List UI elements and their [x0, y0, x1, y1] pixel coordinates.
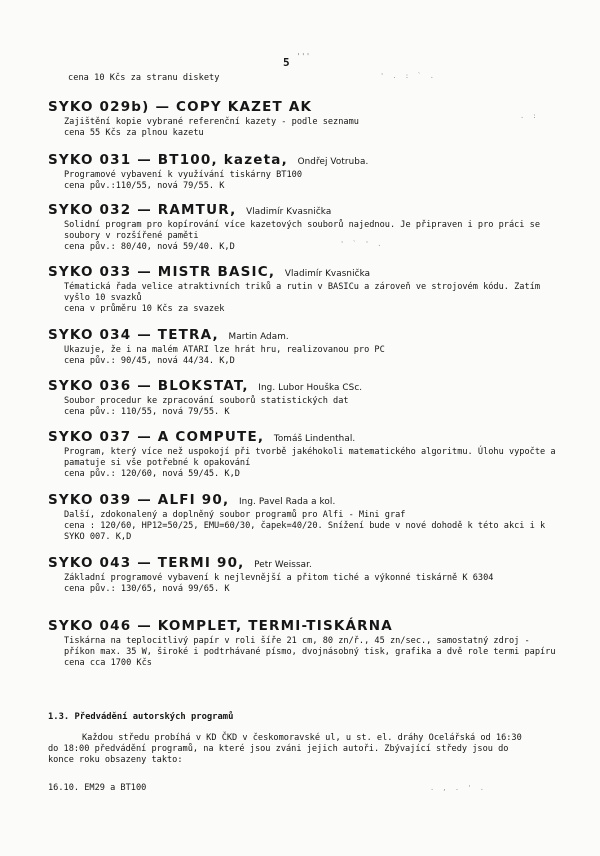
- entry-heading: [48, 377, 558, 396]
- entry-description: Tiskárna na teplocitlivý papír v roli šíře 21 cm, 80 zn/ř., 45 zn/sec., samostatný zdroj - příkon max. 35 W, široké i podtrhávané písmo, dvojnásobný tisk, grafika a dvě role termi papíru: [64, 636, 556, 657]
- entry-heading: [48, 326, 558, 345]
- entry-price: cena cca 1700 Kčs: [64, 658, 152, 668]
- entry-heading: [48, 151, 558, 170]
- section-title: 1.3. Předvádění autorských programů: [48, 712, 234, 722]
- entry-description: Soubor procedur ke zpracování souborů statistických dat: [64, 396, 349, 406]
- entry-price: cena pův.: 120/60, nová 59/45. K,D: [64, 469, 240, 479]
- entry-code: SYKO 032 — RAMTUR,: [48, 202, 237, 218]
- scan-artifact: . :: [520, 112, 539, 120]
- catalog-entry: [48, 428, 558, 480]
- entry-description: Zajištění kopie vybrané referenční kazety - podle seznamu: [64, 117, 359, 127]
- entry-description: Tématická řada velice atraktivních triků a rutin v BASICu a zároveň ve strojovém kódu. Zatím vyšlo 10 svazků: [64, 282, 540, 303]
- page-mark: ''': [296, 52, 311, 61]
- entry-code: SYKO 043 — TERMI 90,: [48, 555, 245, 571]
- schedule-line: 16.10. EM29 a BT100: [48, 783, 147, 793]
- entry-heading: [48, 428, 558, 447]
- entry-description: Základní programové vybavení k nejlevnější a přitom tiché a výkonné tiskárně K 6304: [64, 573, 494, 583]
- entry-heading: [48, 617, 558, 636]
- entry-price: cena v průměru 10 Kčs za svazek: [64, 304, 225, 314]
- page-number: 5: [283, 56, 290, 69]
- entry-author: Petr Weissar.: [254, 560, 312, 570]
- catalog-entry: [48, 554, 558, 595]
- entry-author: Martin Adam.: [228, 332, 289, 342]
- entry-price: cena pův.: 130/65, nová 99/65. K: [64, 584, 230, 594]
- entry-code: SYKO 046 — KOMPLET, TERMI-TISKÁRNA: [48, 618, 393, 634]
- entry-author: Ondřej Votruba.: [297, 157, 369, 167]
- catalog-entry: [48, 98, 558, 139]
- entry-author: Vladimír Kvasnička: [246, 207, 332, 217]
- entry-code: SYKO 037 — A COMPUTE,: [48, 429, 265, 445]
- entry-code: SYKO 039 — ALFI 90,: [48, 492, 230, 508]
- scan-artifact: ' . : ` .: [380, 72, 436, 80]
- entry-price: cena pův.:110/55, nová 79/55. K: [64, 181, 225, 191]
- entry-heading: [48, 263, 558, 282]
- catalog-entry: [48, 377, 558, 418]
- entry-description: Další, zdokonalený a doplněný soubor programů pro Alfi - Mini graf: [64, 510, 406, 520]
- entry-price: cena pův.: 110/55, nová 79/55. K: [64, 407, 230, 417]
- entry-description: Program, který více než uspokojí při tvorbě jakéhokoli matematického algoritmu. Úlohu vypočte a pamatuje si vše potřebné k opakování: [64, 447, 556, 468]
- entry-code: SYKO 034 — TETRA,: [48, 327, 219, 343]
- entry-heading: [48, 98, 558, 117]
- entry-author: Ing. Pavel Rada a kol.: [238, 497, 336, 507]
- entry-author: Ing. Lubor Houška CSc.: [258, 383, 363, 393]
- scan-artifact: . , . ' .: [430, 784, 486, 792]
- entry-price: cena pův.: 80/40, nová 59/40. K,D: [64, 242, 235, 252]
- catalog-entry: [48, 617, 558, 669]
- entry-price: cena 55 Kčs za plnou kazetu: [64, 128, 204, 138]
- entry-heading: [48, 201, 558, 220]
- catalog-entry: [48, 263, 558, 315]
- entry-description: Programové vybavení k využívání tiskárny BT100: [64, 170, 302, 180]
- entry-code: SYKO 031 — BT100, kazeta,: [48, 152, 288, 168]
- entry-price: cena pův.: 90/45, nová 44/34. K,D: [64, 356, 235, 366]
- entry-heading: [48, 491, 558, 510]
- entry-code: SYKO 029b) — COPY KAZET AK: [48, 99, 313, 115]
- catalog-entry: [48, 151, 558, 192]
- entry-description: Solidní program pro kopírování více kazetových souborů najednou. Je připraven i pro práci se soubory v rozšířené paměti: [64, 220, 540, 241]
- entry-author: Vladimír Kvasnička: [284, 269, 371, 279]
- top-price-line: cena 10 Kčs za stranu diskety: [68, 73, 220, 83]
- entry-code: SYKO 033 — MISTR BASIC,: [48, 264, 276, 280]
- entry-author: Tomáš Lindenthal.: [273, 434, 356, 444]
- catalog-entry: [48, 326, 558, 367]
- scan-artifact: ' ` ' .: [340, 240, 384, 248]
- entry-code: SYKO 036 — BLOKSTAT,: [48, 378, 249, 394]
- entry-heading: [48, 554, 558, 573]
- entry-price: cena : 120/60, HP12=50/25, EMU=60/30, čapek=40/20. Snížení bude v nové dohodě k této akci i k SYKO 007. K,D: [64, 521, 546, 542]
- catalog-entry: [48, 491, 558, 543]
- entry-description: Ukazuje, že i na malém ATARI lze hrát hru, realizovanou pro PC: [64, 345, 385, 355]
- section-paragraph: Každou středu probíhá v KD ČKD v českomoravské ul, u st. el. dráhy Ocelářská od 16:30 do 18:00 předvádění programů, na které jsou zváni jejich autoři. Zbývající středy jsou do konce roku obsazeny takto:: [48, 733, 522, 765]
- catalog-entry: [48, 201, 558, 253]
